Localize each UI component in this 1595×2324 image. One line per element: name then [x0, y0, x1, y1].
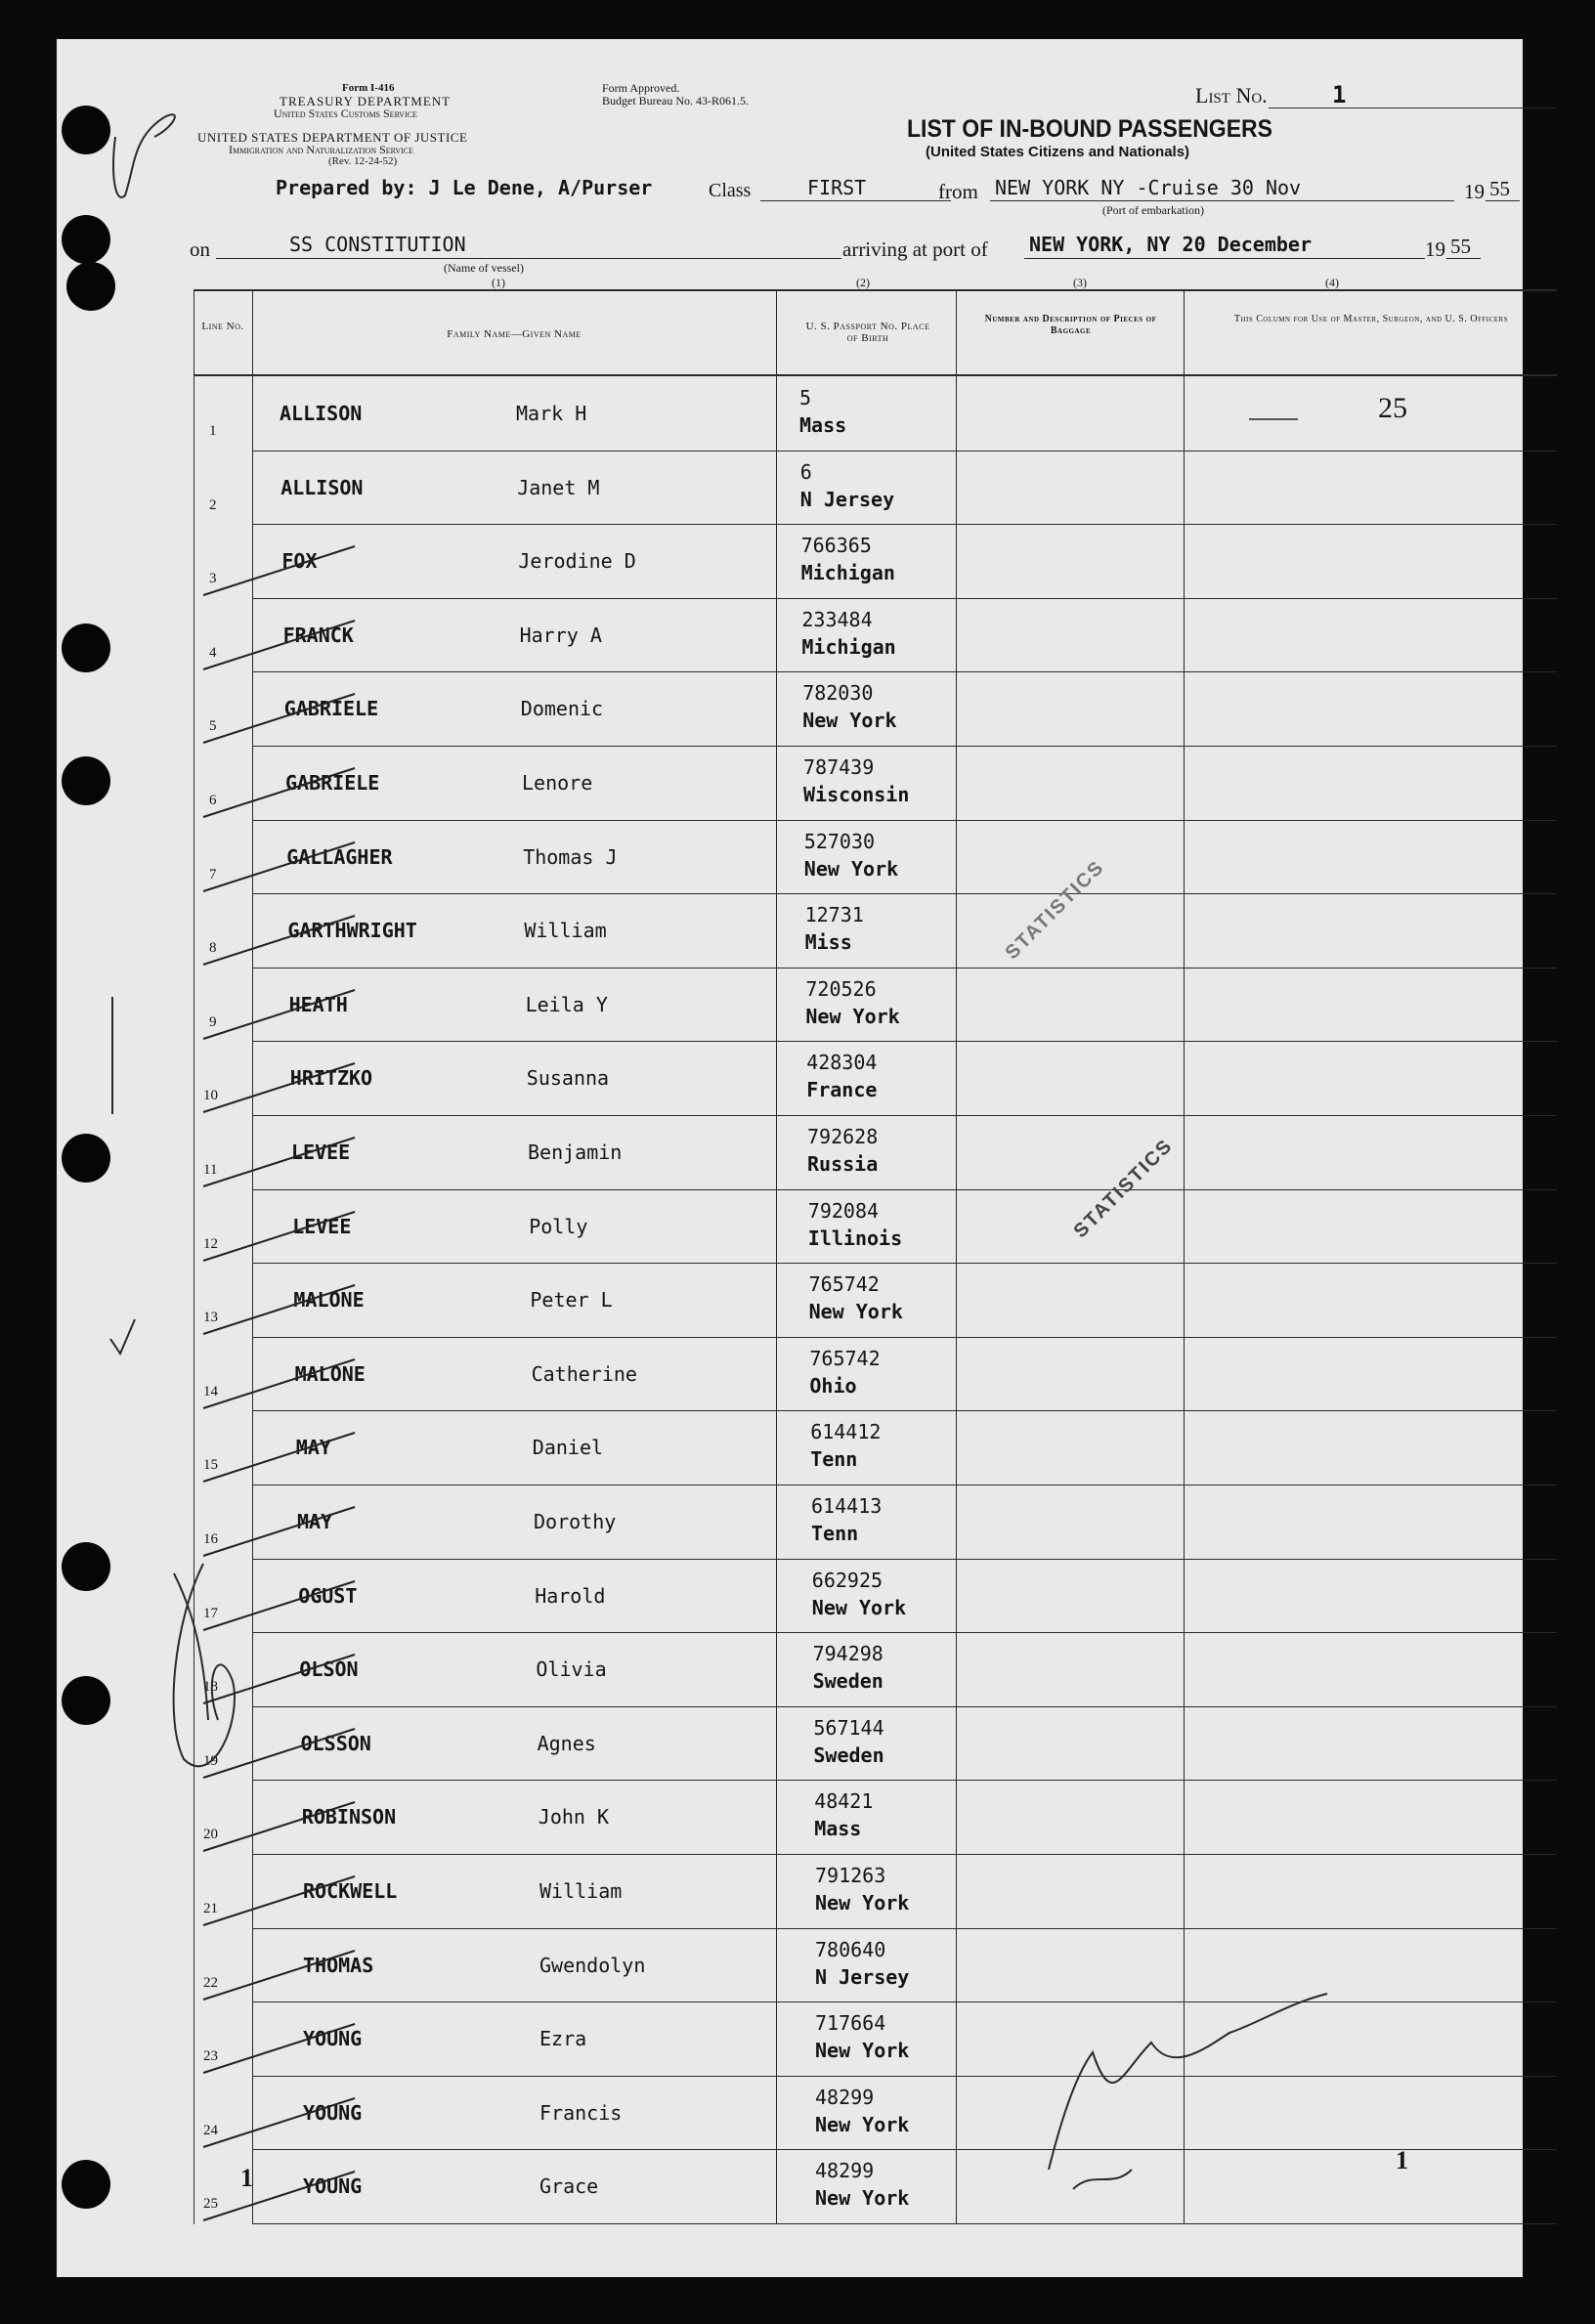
page-title: LIST OF IN-BOUND PASSENGERS [907, 115, 1272, 143]
check-mark [198, 1724, 365, 1783]
family-name: GALLAGHER [286, 844, 393, 869]
budget-bureau: Budget Bureau No. 43-R061.5. [602, 94, 749, 108]
check-mark [198, 689, 365, 748]
passport-no: 233484 [801, 607, 873, 631]
header-baggage: Number and Description of Pieces of Baggage [984, 314, 1157, 336]
given-name: Ezra [539, 2027, 587, 2051]
place-of-birth: Tenn [811, 1522, 859, 1545]
family-name: GABRIELE [283, 697, 379, 721]
family-name: ALLISON [280, 475, 364, 499]
given-name: Harold [535, 1583, 606, 1608]
passport-no: 765742 [809, 1346, 881, 1370]
family-name: LEVEE [291, 1140, 351, 1164]
passport-no: 6 [799, 459, 812, 484]
from-label: from [938, 180, 978, 203]
line-number: 2 [209, 496, 217, 513]
on-label: on [190, 237, 210, 261]
passport-no: 787439 [803, 755, 875, 779]
place-of-birth: Wisconsin [803, 783, 910, 806]
list-no-value: 1 [1332, 81, 1347, 108]
line-number: 18 [203, 1679, 218, 1696]
passport-no: 48421 [814, 1789, 874, 1814]
check-mark [198, 985, 365, 1044]
ins-service: Immigration and Naturalization Service [229, 143, 414, 156]
given-name: Agnes [537, 1731, 596, 1755]
place-of-birth: Miss [804, 930, 852, 955]
col-num-1: (1) [492, 276, 505, 289]
family-name: OGUST [298, 1583, 358, 1608]
check-mark [198, 1502, 365, 1561]
passport-no: 765742 [808, 1272, 880, 1297]
family-name: FRANCK [282, 623, 354, 647]
class-label: Class [709, 180, 752, 201]
bottom-right-one: 1 [1396, 2146, 1408, 2174]
line-number: 4 [209, 644, 217, 661]
year-value-2: 55 [1450, 235, 1471, 258]
family-name: MALONE [293, 1288, 365, 1313]
form-id: Form I-416 [342, 82, 395, 94]
check-mark [198, 2093, 365, 2152]
check-mark [198, 1280, 365, 1339]
given-name: Thomas J [523, 844, 618, 869]
place-of-birth: Mass [799, 413, 847, 437]
check-mark [198, 1650, 365, 1708]
line-number: 25 [203, 2196, 218, 2213]
check-mark [198, 2019, 365, 2078]
passport-no: 780640 [815, 1937, 886, 1961]
vessel-name: SS CONSTITUTION [289, 233, 466, 256]
given-name: Olivia [536, 1657, 607, 1682]
place-of-birth: Mass [814, 1817, 862, 1841]
check-mark [198, 1576, 365, 1635]
family-name: OLSON [299, 1657, 359, 1682]
given-name: Grace [539, 2174, 599, 2199]
passport-no: 717664 [815, 2011, 886, 2036]
customs-service: United States Customs Service [274, 107, 417, 120]
place-of-birth: Illinois [807, 1226, 903, 1250]
check-mark [198, 1797, 365, 1856]
family-name: GABRIELE [285, 771, 380, 795]
given-name: Benjamin [528, 1140, 623, 1164]
place-of-birth: New York [802, 709, 897, 733]
passport-no: 782030 [802, 681, 874, 706]
line-number: 24 [203, 2122, 218, 2138]
page-subtitle: (United States Citizens and Nationals) [926, 144, 1190, 160]
passport-no: 662925 [811, 1568, 884, 1592]
line-number: 3 [209, 571, 217, 587]
passport-no: 12731 [804, 903, 864, 927]
passport-no: 614413 [811, 1494, 883, 1518]
place-of-birth: New York [815, 2039, 910, 2063]
passport-no: 428304 [806, 1051, 878, 1075]
justice-dept: UNITED STATES DEPARTMENT OF JUSTICE [197, 130, 468, 145]
line-number: 10 [203, 1088, 218, 1104]
statistics-stamp: STATISTICS [1069, 1135, 1178, 1243]
passport-no: 766365 [800, 534, 872, 558]
place-of-birth: Ohio [809, 1373, 857, 1398]
check-mark [198, 1133, 365, 1191]
line-number: 1 [209, 423, 217, 439]
header-name: Family Name—Given Name [447, 328, 582, 340]
line-number: 13 [203, 1310, 218, 1326]
year-prefix-2: 19 [1425, 237, 1445, 261]
place-of-birth: N Jersey [799, 487, 895, 511]
check-mark [198, 616, 365, 674]
family-name: ROBINSON [301, 1805, 397, 1829]
margin-one: 1 [240, 2164, 253, 2192]
check-mark [198, 1946, 365, 2004]
col-num-2: (2) [856, 276, 870, 289]
check-mark [198, 1872, 365, 1930]
given-name: Francis [539, 2100, 623, 2125]
class-value: FIRST [807, 176, 867, 199]
line-number: 20 [203, 1827, 218, 1843]
line-number: 16 [203, 1531, 218, 1547]
line-number: 9 [209, 1013, 217, 1030]
line-number: 7 [209, 866, 217, 882]
from-value: NEW YORK NY -Cruise 30 Nov [995, 176, 1302, 199]
place-of-birth: New York [815, 2112, 910, 2136]
prepared-by: Prepared by: J Le Dene, A/Purser [276, 176, 653, 199]
revision: (Rev. 12-24-52) [328, 155, 398, 167]
given-name: Leila Y [525, 992, 608, 1016]
line-number: 17 [203, 1605, 218, 1621]
place-of-birth: Michigan [801, 634, 896, 659]
line-number: 12 [203, 1235, 218, 1252]
line-number: 23 [203, 2048, 218, 2065]
place-of-birth: Michigan [800, 561, 895, 585]
given-name: William [539, 1879, 623, 1903]
family-name: MAY [297, 1510, 333, 1533]
family-name: MAY [295, 1436, 331, 1460]
check-mark [198, 541, 365, 600]
passport-no: 720526 [805, 976, 877, 1001]
given-name: Lenore [522, 771, 593, 795]
place-of-birth: New York [808, 1300, 903, 1324]
check-mark [198, 2167, 365, 2225]
place-of-birth: Sweden [813, 1743, 884, 1767]
given-name: Mark H [516, 402, 587, 425]
given-name: John K [538, 1805, 610, 1829]
line-number: 19 [203, 1752, 218, 1769]
line-number: 14 [203, 1383, 218, 1399]
place-of-birth: N Jersey [815, 1964, 910, 1989]
family-name: THOMAS [303, 1953, 374, 1977]
family-name: OLSSON [300, 1731, 371, 1755]
header-line-no: Line No. [201, 321, 244, 332]
form-approved: Form Approved. [602, 81, 680, 95]
family-name: HRITZKO [289, 1066, 373, 1091]
given-name: Jerodine D [518, 549, 636, 574]
family-name: GARTHWRIGHT [287, 919, 417, 943]
passport-no: 791263 [815, 1864, 886, 1887]
line-number: 22 [203, 1974, 218, 1991]
col-num-4: (4) [1325, 276, 1339, 289]
check-mark [198, 838, 365, 896]
year-prefix-1: 19 [1464, 180, 1485, 203]
list-no-label: List No. [1195, 83, 1268, 108]
family-name: YOUNG [303, 2100, 363, 2125]
passport-no: 794298 [812, 1642, 884, 1666]
given-name: Janet M [517, 475, 600, 499]
family-name: YOUNG [303, 2027, 363, 2051]
passport-no: 48299 [815, 2085, 875, 2109]
family-name: YOUNG [303, 2174, 363, 2199]
given-name: Polly [529, 1214, 588, 1238]
line-number: 15 [203, 1457, 218, 1474]
place-of-birth: New York [815, 1891, 910, 1915]
place-of-birth: New York [811, 1595, 907, 1619]
vessel-caption: (Name of vessel) [444, 261, 524, 275]
given-name: Dorothy [534, 1510, 617, 1533]
place-of-birth: Sweden [812, 1669, 884, 1694]
place-of-birth: France [806, 1078, 878, 1102]
arriving-value: NEW YORK, NY 20 December [1029, 233, 1312, 256]
place-of-birth: New York [805, 1004, 900, 1028]
header-officers: This Column for Use of Master, Surgeon, and U. S. Officers [1233, 314, 1509, 324]
given-name: Daniel [532, 1436, 604, 1460]
place-of-birth: Russia [807, 1152, 879, 1176]
passport-no: 5 [799, 386, 812, 409]
passport-no: 792628 [807, 1125, 879, 1148]
place-of-birth: Tenn [810, 1447, 858, 1472]
place-of-birth: New York [803, 856, 899, 881]
family-name: ALLISON [280, 402, 363, 425]
col-num-3: (3) [1073, 276, 1087, 289]
family-name: ROCKWELL [303, 1879, 398, 1903]
given-name: Gwendolyn [539, 1953, 646, 1977]
given-name: Peter L [530, 1288, 613, 1313]
check-mark [198, 911, 365, 969]
check-mark [198, 763, 365, 822]
passport-no: 614412 [810, 1420, 882, 1444]
place-of-birth: New York [815, 2186, 910, 2211]
check-mark [198, 1355, 365, 1413]
line-number: 8 [209, 940, 217, 957]
check-mark [198, 1428, 365, 1486]
family-name: MALONE [294, 1361, 366, 1386]
line-number: 21 [203, 1901, 218, 1916]
family-name: FOX [281, 549, 318, 574]
given-name: William [524, 919, 607, 943]
check-mark [198, 1207, 365, 1266]
line-number: 11 [203, 1162, 218, 1178]
family-name: HEATH [288, 992, 348, 1016]
line-number: 6 [209, 793, 217, 808]
given-name: Susanna [526, 1066, 610, 1091]
arriving-label: arriving at port of [842, 237, 988, 261]
check-mark [198, 1058, 365, 1117]
treasury-dept: TREASURY DEPARTMENT [280, 94, 452, 108]
given-name: Catherine [531, 1361, 637, 1386]
line-number: 5 [209, 718, 217, 735]
year-value-1: 55 [1489, 177, 1510, 200]
family-name: LEVEE [292, 1214, 352, 1238]
given-name: Domenic [520, 697, 604, 721]
statistics-stamp: STATISTICS [1001, 856, 1109, 965]
officer-count: 25 [1378, 392, 1407, 424]
passport-no: 527030 [803, 829, 876, 853]
given-name: Harry A [519, 623, 602, 647]
port-caption: (Port of embarkation) [1102, 203, 1204, 217]
header-passport: U. S. Passport No. Place of Birth [805, 321, 930, 344]
passport-no: 792084 [807, 1198, 880, 1223]
passport-no: 567144 [813, 1715, 884, 1740]
passport-no: 48299 [815, 2159, 875, 2183]
manifest-page [57, 39, 1523, 2277]
